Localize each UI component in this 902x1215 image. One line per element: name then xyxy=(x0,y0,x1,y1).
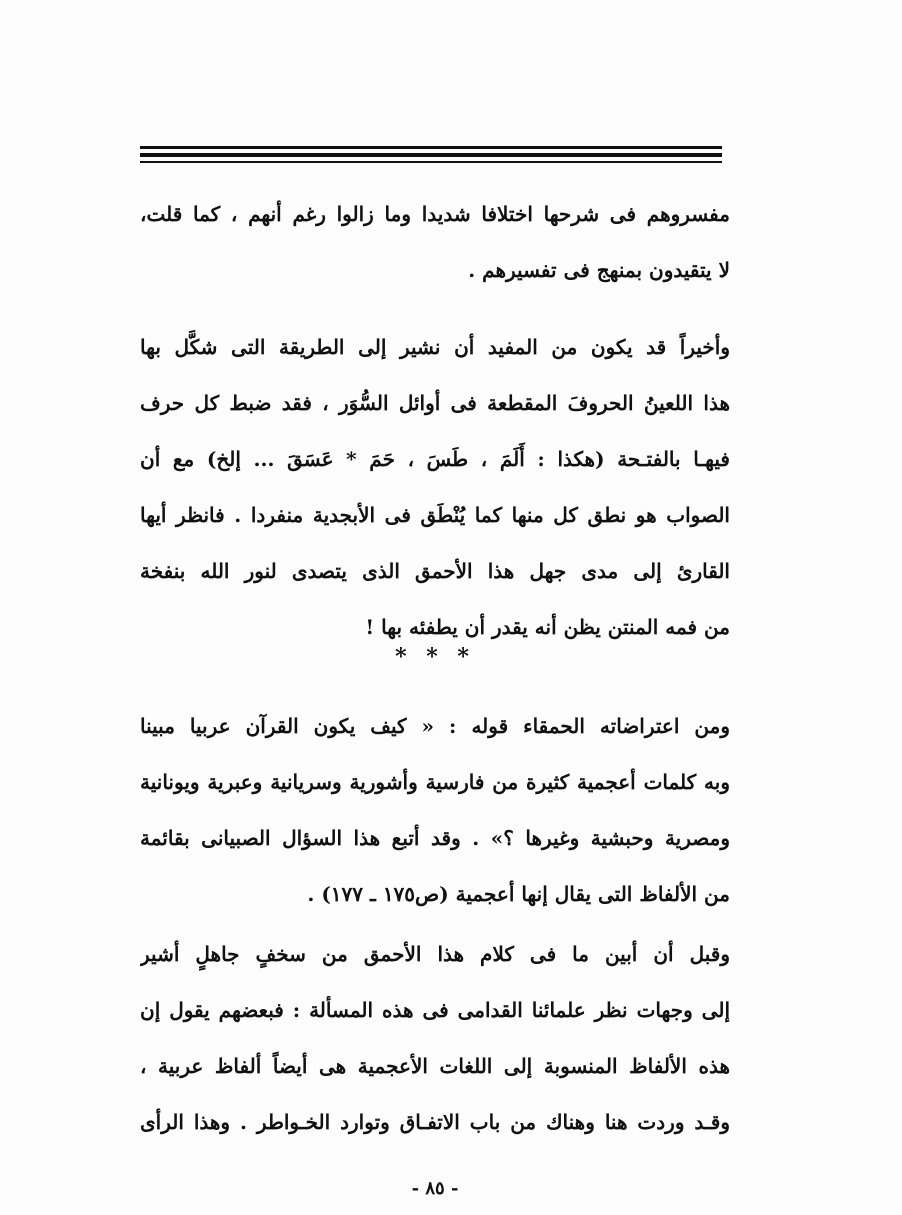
paragraph-line: القارئ إلى مدى جهل هذا الأحمق الذى يتصدى لنور الله بنفخة xyxy=(140,559,730,583)
paragraph-line: فيهـا بالفتـحة (هكذا : أَلَمَ ، طَسَ ، حَمَ * عَسَقَ ... إلخ) مع أن xyxy=(140,447,730,471)
paragraph-4 xyxy=(140,926,730,1150)
paragraph-line: لا يتقيدون بمنهج فى تفسيرهم . xyxy=(468,258,730,282)
paragraph-line: وقبل أن أبين ما فى كلام هذا الأحمق من سخفٍ جاهلٍ أشير xyxy=(140,942,730,966)
paragraph-line: إلى وجهات نظر علمائنا القدامى فى هذه المسألة : فبعضهم يقول إن xyxy=(140,998,730,1022)
paragraph-line: الصواب هو نطق كل منها كما يُنْطَق فى الأبجدية منفردا . فانظر أيها xyxy=(140,503,730,527)
paragraph-line: من فمه المنتن يظن أنه يقدر أن يطفئه بها ! xyxy=(365,615,730,639)
paragraph-line: ومصرية وحبشية وغيرها ؟» . وقد أتبع هذا السؤال الصبيانى بقائمة xyxy=(140,826,730,850)
paragraph-line: ومن اعتراضاته الحمقاء قوله : « كيف يكون القرآن عربيا مبينا xyxy=(140,714,730,738)
paragraph-line: وأخيراً قد يكون من المفيد أن نشير إلى الطريقة التى شكَّل بها xyxy=(140,335,730,359)
paragraph-line: وبه كلمات أعجمية كثيرة من فارسية وأشورية وسريانية وعبرية ويونانية xyxy=(140,770,730,794)
paragraph-line: هذا اللعينُ الحروفَ المقطعة فى أوائل السُّوَر ، فقد ضبط كل حرف xyxy=(140,391,730,415)
paragraph-2 xyxy=(140,319,730,655)
page-number: - ٨٥ - xyxy=(411,1178,459,1199)
paragraph-3 xyxy=(140,698,730,922)
paragraph-line: وقـد وردت هنا وهناك من باب الاتفـاق وتوارد الخـواطر . وهذا الرأى xyxy=(140,1110,730,1134)
paragraph-line: من الألفاظ التى يقال إنها أعجمية (ص١٧٥ ـ ١٧٧) . xyxy=(307,882,730,906)
paragraph-line: هذه الألفاظ المنسوبة إلى اللغات الأعجمية هى أيضاً ألفاظ عربية ، xyxy=(140,1054,730,1078)
header-rule-top xyxy=(140,146,722,149)
header-rule-middle xyxy=(140,153,722,157)
section-separator: * * * xyxy=(395,644,475,670)
paragraph-1 xyxy=(140,186,730,298)
header-rule-bottom xyxy=(140,161,722,163)
paragraph-line: مفسروهم فى شرحها اختلافا شديدا وما زالوا رغم أنهم ، كما قلت، xyxy=(140,202,730,226)
